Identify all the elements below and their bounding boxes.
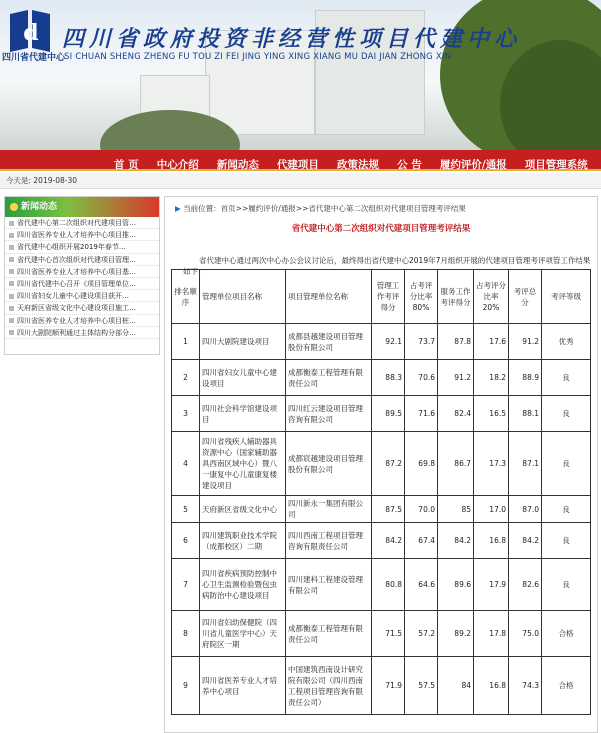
news-sidebar — [4, 196, 160, 355]
news-link[interactable]: 省代建中心第二次组织对代建项目管… — [17, 219, 136, 227]
ratio-cell: 16.8 — [474, 657, 509, 715]
ratio-cell: 17.3 — [474, 432, 509, 496]
breadcrumb-home[interactable]: 首页 — [220, 204, 236, 213]
breadcrumb-separator: >> — [235, 204, 249, 213]
ratio-cell: 17.9 — [474, 559, 509, 611]
grade-cell: 良 — [542, 559, 591, 611]
total-cell: 84.2 — [509, 523, 542, 559]
square-bullet-icon — [9, 233, 14, 238]
grade-cell: 优秀 — [542, 324, 591, 360]
sidebar-header — [5, 197, 159, 217]
score-cell: 89.5 — [372, 396, 405, 432]
nav-evaluation[interactable]: 履约评价/通报 — [439, 159, 507, 171]
rank-cell: 5 — [172, 496, 200, 523]
rank-cell: 4 — [172, 432, 200, 496]
table-header-cell: 考评等级 — [542, 270, 591, 324]
project-cell: 四川省医养专业人才培养中心项目 — [200, 657, 286, 715]
news-link[interactable]: 四川省医养专业人才培养中心项目桩… — [17, 316, 136, 325]
header-banner — [0, 0, 601, 150]
total-cell: 74.3 — [509, 657, 542, 715]
breadcrumb-label: 当前位置： — [183, 204, 221, 213]
table-header-row — [172, 270, 591, 324]
total-cell: 75.0 — [509, 611, 542, 657]
table-header-cell: 考评总分 — [509, 270, 542, 324]
score-cell: 86.7 — [438, 432, 474, 496]
project-cell: 四川建筑职业技术学院（成都校区）二期 — [200, 523, 286, 559]
site-title: 四川省政府投资非经营性项目代建中心 — [62, 26, 522, 52]
news-link[interactable]: 四川省医养专业人才培养中心项目推… — [17, 231, 136, 240]
score-cell: 87.8 — [438, 324, 474, 360]
news-link[interactable]: 天府新区省级文化中心建设项目施工… — [17, 304, 136, 313]
site-subtitle: SI CHUAN SHENG ZHENG FU TOU ZI FEI JING YING XING XIANG MU DAI JIAN ZHONG XIN — [64, 52, 452, 62]
logo-text: 四川省代建中心 — [2, 53, 66, 63]
score-cell: 89.2 — [438, 611, 474, 657]
grade-cell: 良 — [542, 432, 591, 496]
score-cell: 80.8 — [372, 559, 405, 611]
breadcrumb — [175, 203, 466, 214]
table-row — [172, 496, 591, 523]
ratio-cell: 17.8 — [474, 611, 509, 657]
table-header-cell: 项目管理单位名称 — [286, 270, 372, 324]
news-link[interactable]: 四川省医养专业人才培养中心项目基… — [17, 267, 136, 276]
score-cell: 88.3 — [372, 360, 405, 396]
breadcrumb-separator: >> — [295, 204, 309, 213]
sidebar-title: 新闻动态 — [21, 202, 58, 212]
unit-cell: 四川红云建设项目管理咨询有限公司 — [286, 396, 372, 432]
ratio-cell: 70.0 — [405, 496, 438, 523]
news-list-item[interactable] — [5, 315, 159, 327]
rank-cell: 9 — [172, 657, 200, 715]
unit-cell: 成都衡泰工程管理有限责任公司 — [286, 611, 372, 657]
nav-about[interactable]: 中心介绍 — [156, 159, 199, 171]
square-bullet-icon — [9, 281, 14, 286]
ratio-cell: 71.6 — [405, 396, 438, 432]
score-cell: 87.5 — [372, 496, 405, 523]
grade-cell: 良 — [542, 396, 591, 432]
news-list-item[interactable] — [5, 266, 159, 278]
arrow-right-icon: ▶ — [175, 204, 181, 213]
news-list-item[interactable] — [5, 278, 159, 290]
table-row — [172, 657, 591, 715]
news-link[interactable]: 省代建中心组织开展2019年春节… — [17, 243, 126, 252]
score-cell: 84 — [438, 657, 474, 715]
ratio-cell: 64.6 — [405, 559, 438, 611]
news-link[interactable]: 四川省妇女儿童中心建设项目获开… — [17, 292, 129, 301]
score-cell: 82.4 — [438, 396, 474, 432]
news-list-item[interactable] — [5, 327, 159, 339]
news-list-item[interactable] — [5, 290, 159, 302]
unit-cell: 四川西南工程项目管理咨询有限责任公司 — [286, 523, 372, 559]
svg-text:d: d — [23, 20, 39, 46]
score-cell: 84.2 — [372, 523, 405, 559]
grade-cell: 良 — [542, 360, 591, 396]
ratio-cell: 18.2 — [474, 360, 509, 396]
square-bullet-icon — [9, 294, 14, 299]
bullet-icon — [10, 203, 18, 211]
ratio-cell: 17.6 — [474, 324, 509, 360]
total-cell: 88.1 — [509, 396, 542, 432]
nav-projects[interactable]: 代建项目 — [276, 159, 319, 171]
score-cell: 84.2 — [438, 523, 474, 559]
news-list-item[interactable] — [5, 217, 159, 229]
table-row — [172, 559, 591, 611]
breadcrumb-current: 省代建中心第二次组织对代建项目管理考评结果 — [308, 204, 466, 213]
table-header-cell: 占考评分比率80% — [405, 270, 438, 324]
table-row — [172, 396, 591, 432]
project-cell: 天府新区省级文化中心 — [200, 496, 286, 523]
total-cell: 87.1 — [509, 432, 542, 496]
rank-cell: 6 — [172, 523, 200, 559]
ratio-cell: 69.8 — [405, 432, 438, 496]
table-header-cell: 排名顺序 — [172, 270, 200, 324]
table-header-cell: 管理工作考评得分 — [372, 270, 405, 324]
nav-policies[interactable]: 政策法规 — [337, 159, 380, 171]
square-bullet-icon — [9, 330, 14, 335]
unit-cell: 四川新永一集团有限公司 — [286, 496, 372, 523]
ratio-cell: 17.0 — [474, 496, 509, 523]
news-list-item[interactable] — [5, 241, 159, 253]
score-cell: 85 — [438, 496, 474, 523]
ratio-cell: 16.5 — [474, 396, 509, 432]
news-link[interactable]: 四川大剧院顺利通过主体结构分部分… — [17, 328, 136, 337]
article-intro: 省代建中心通过两次中心办公会议讨论后，最终得出省代建中心2019年7月组织开展的代建项目管理考评项管工作结果如下： — [183, 256, 591, 276]
total-cell: 87.0 — [509, 496, 542, 523]
ratio-cell: 16.8 — [474, 523, 509, 559]
table-row — [172, 523, 591, 559]
score-cell: 92.1 — [372, 324, 405, 360]
score-cell: 71.5 — [372, 611, 405, 657]
nav-news[interactable]: 新闻动态 — [216, 159, 259, 171]
score-cell: 91.2 — [438, 360, 474, 396]
news-link[interactable]: 四川省代建中心召开《项目管理单位… — [17, 279, 136, 288]
table-header-cell: 占考评分比率20% — [474, 270, 509, 324]
date-bar: 今天是: 2019-08-30 — [0, 173, 601, 189]
news-list-item[interactable] — [5, 229, 159, 241]
square-bullet-icon — [9, 257, 14, 262]
news-link[interactable]: 省代建中心首次组织对代建项目管理… — [17, 255, 136, 264]
rank-cell: 7 — [172, 559, 200, 611]
ratio-cell: 73.7 — [405, 324, 438, 360]
news-list-item[interactable] — [5, 302, 159, 314]
grade-cell: 良 — [542, 523, 591, 559]
square-bullet-icon — [9, 318, 14, 323]
total-cell: 88.9 — [509, 360, 542, 396]
project-cell: 四川大剧院建设项目 — [200, 324, 286, 360]
nav-home[interactable]: 首 页 — [114, 159, 139, 171]
article-panel — [164, 196, 598, 733]
project-cell: 四川省残疾人辅助器具资源中心（国家辅助器具西南区域中心）暨八一康复中心儿童康复楼建设项目 — [200, 432, 286, 496]
table-row — [172, 324, 591, 360]
table-row — [172, 432, 591, 496]
unit-cell: 成都衡泰工程管理有限责任公司 — [286, 360, 372, 396]
ratio-cell: 70.6 — [405, 360, 438, 396]
project-cell: 四川省疾病预防控制中心卫生监测检验暨包虫病防治中心建设项目 — [200, 559, 286, 611]
project-cell: 四川社会科学馆建设项目 — [200, 396, 286, 432]
ratio-cell: 57.2 — [405, 611, 438, 657]
results-table — [171, 269, 591, 715]
grade-cell: 良 — [542, 496, 591, 523]
score-cell: 89.6 — [438, 559, 474, 611]
total-cell: 91.2 — [509, 324, 542, 360]
table-header-cell: 服务工作考评得分 — [438, 270, 474, 324]
project-cell: 四川省妇幼保健院（四川省儿童医学中心）天府院区一期 — [200, 611, 286, 657]
score-cell: 87.2 — [372, 432, 405, 496]
article-title: 省代建中心第二次组织对代建项目管理考评结果 — [291, 224, 471, 234]
rank-cell: 3 — [172, 396, 200, 432]
nav-announcements[interactable]: 公 告 — [397, 159, 422, 171]
table-row — [172, 611, 591, 657]
nav-project-system[interactable]: 项目管理系统 — [524, 159, 588, 171]
grade-cell: 合格 — [542, 657, 591, 715]
table-row — [172, 360, 591, 396]
rank-cell: 2 — [172, 360, 200, 396]
square-bullet-icon — [9, 245, 14, 250]
project-cell: 四川省妇女儿童中心建设项目 — [200, 360, 286, 396]
square-bullet-icon — [9, 306, 14, 311]
unit-cell: 中国建筑西南设计研究院有限公司（四川西南工程项目管理咨询有限责任公司） — [286, 657, 372, 715]
score-cell: 71.9 — [372, 657, 405, 715]
square-bullet-icon — [9, 269, 14, 274]
table-header-cell: 管理单位项目名称 — [200, 270, 286, 324]
ratio-cell: 67.4 — [405, 523, 438, 559]
unit-cell: 四川建科工程建设管理有限公司 — [286, 559, 372, 611]
news-list-item[interactable] — [5, 254, 159, 266]
grade-cell: 合格 — [542, 611, 591, 657]
square-bullet-icon — [9, 221, 14, 226]
main-nav — [0, 150, 601, 171]
total-cell: 82.6 — [509, 559, 542, 611]
rank-cell: 8 — [172, 611, 200, 657]
rank-cell: 1 — [172, 324, 200, 360]
unit-cell: 成都宸越建设项目管理股份有限公司 — [286, 432, 372, 496]
ratio-cell: 57.5 — [405, 657, 438, 715]
breadcrumb-section[interactable]: 履约评价/通报 — [248, 204, 296, 213]
unit-cell: 成都县越建设项目管理股份有限公司 — [286, 324, 372, 360]
